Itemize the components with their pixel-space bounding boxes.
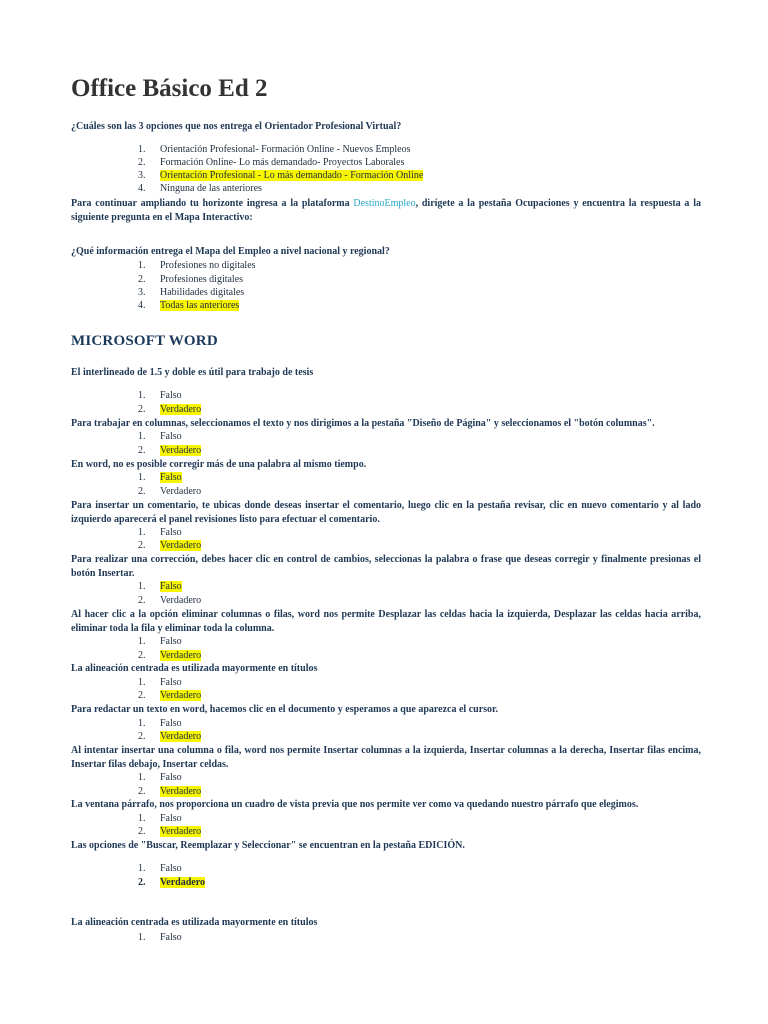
word-question: Al hacer clic a la opción eliminar columnas o filas, word nos permite Desplazar las celdas hacia la izquierda, Desplazar las celdas hacia arriba, eliminar toda la fila y eliminar toda la columna.: [71, 609, 701, 634]
item-text: Falso: [160, 772, 182, 783]
item-number: 1.: [138, 260, 146, 271]
list-item: [138, 389, 182, 403]
item-number: 1.: [138, 581, 146, 592]
item-number: 4.: [138, 183, 146, 194]
question-1: ¿Cuáles son las 3 opciones que nos entrega el Orientador Profesional Virtual?: [71, 121, 402, 132]
paragraph-text: Para continuar ampliando tu horizonte ingresa a la plataforma: [71, 198, 354, 209]
item-text: Falso: [160, 718, 182, 729]
list-item: [138, 169, 423, 183]
highlighted-answer: Verdadero: [160, 690, 202, 701]
list-item: [138, 812, 182, 826]
list-item: [138, 471, 182, 485]
item-text: Verdadero: [160, 595, 202, 606]
item-number: 1.: [138, 144, 146, 155]
list-item: [138, 430, 182, 444]
highlighted-answer: Verdadero: [160, 877, 205, 888]
highlighted-answer: Todas las anteriores: [160, 300, 240, 311]
list-item: [138, 689, 201, 703]
list-item: [138, 635, 182, 649]
highlighted-answer: Verdadero: [160, 786, 202, 797]
list-item: [138, 273, 243, 287]
list-item: [138, 676, 182, 690]
highlighted-answer: Verdadero: [160, 826, 202, 837]
list-item: [138, 862, 182, 876]
item-text: Orientación Profesional- Formación Online - Nuevos Empleos: [160, 144, 411, 155]
word-question: Para trabajar en columnas, seleccionamos el texto y nos dirigimos a la pestaña "Diseño de Página" y seleccionamos el "botón columnas".: [71, 418, 655, 429]
item-text: Formación Online- Lo más demandado- Proyectos Laborales: [160, 157, 405, 168]
item-number: 2.: [138, 877, 146, 888]
list-item: [138, 299, 239, 313]
list-item: [138, 931, 182, 945]
item-number: 1.: [138, 813, 146, 824]
item-text: Verdadero: [160, 486, 202, 497]
item-number: 1.: [138, 772, 146, 783]
list-item: [138, 730, 201, 744]
item-number: 2.: [138, 690, 146, 701]
item-number: 2.: [138, 786, 146, 797]
word-question: En word, no es posible corregir más de una palabra al mismo tiempo.: [71, 459, 367, 470]
item-text: Falso: [160, 527, 182, 538]
word-question: Al intentar insertar una columna o fila, word nos permite Insertar columnas a la izquierda, Insertar columnas a la derecha, Insertar filas encima, Insertar filas debajo, Insertar celdas.: [71, 745, 701, 770]
item-text: Falso: [160, 636, 182, 647]
item-number: 2.: [138, 540, 146, 551]
list-item: [138, 526, 182, 540]
highlighted-answer: Falso: [160, 581, 182, 592]
list-item: [138, 539, 201, 553]
list-item: [138, 771, 182, 785]
item-text: Habilidades digitales: [160, 287, 245, 298]
item-number: 2.: [138, 826, 146, 837]
word-question: La alineación centrada es utilizada mayormente en títulos: [71, 917, 318, 928]
item-number: 2.: [138, 445, 146, 456]
item-text: Falso: [160, 932, 182, 943]
item-number: 1.: [138, 677, 146, 688]
item-text: Ninguna de las anteriores: [160, 183, 262, 194]
section-heading: MICROSOFT WORD: [71, 333, 218, 349]
list-item: [138, 259, 256, 273]
item-number: 1.: [138, 472, 146, 483]
item-text: Profesiones digitales: [160, 274, 244, 285]
item-text: Falso: [160, 431, 182, 442]
word-question: El interlineado de 1.5 y doble es útil para trabajo de tesis: [71, 367, 314, 378]
word-question: La alineación centrada es utilizada mayormente en títulos: [71, 663, 318, 674]
list-item: [138, 717, 182, 731]
list-item: [138, 876, 205, 890]
highlighted-answer: Falso: [160, 472, 182, 483]
list-item: [138, 594, 201, 608]
list-item: [138, 156, 404, 170]
list-item: [138, 286, 244, 300]
word-question: Para redactar un texto en word, hacemos clic en el documento y esperamos a que aparezca el cursor.: [71, 704, 499, 715]
item-number: 2.: [138, 595, 146, 606]
word-question: Para realizar una corrección, debes hacer clic en control de cambios, seleccionas la palabra o frase que deseas corregir y finalmente presionas el botón Insertar.: [71, 554, 701, 579]
item-number: 2.: [138, 404, 146, 415]
item-number: 2.: [138, 650, 146, 661]
list-item: [138, 825, 201, 839]
item-number: 1.: [138, 718, 146, 729]
list-item: [138, 444, 201, 458]
item-text: Profesiones no digitales: [160, 260, 256, 271]
item-number: 2.: [138, 731, 146, 742]
item-number: 4.: [138, 300, 146, 311]
highlighted-answer: Verdadero: [160, 404, 202, 415]
item-text: Falso: [160, 863, 182, 874]
page-title: Office Básico Ed 2: [71, 75, 268, 102]
list-item: [138, 580, 182, 594]
list-item: [138, 649, 201, 663]
instruction-paragraph: [71, 197, 701, 224]
item-text: Falso: [160, 813, 182, 824]
list-item: [138, 485, 201, 499]
list-item: [138, 403, 201, 417]
item-number: 1.: [138, 527, 146, 538]
item-number: 3.: [138, 170, 146, 181]
item-number: 1.: [138, 863, 146, 874]
word-question: Las opciones de "Buscar, Reemplazar y Seleccionar" se encuentran en la pestaña EDICIÓN.: [71, 840, 465, 851]
item-text: Falso: [160, 390, 182, 401]
word-question: Para insertar un comentario, te ubicas donde deseas insertar el comentario, luego clic en la pestaña revisar, clic en nuevo comentario y al lado izquierdo aparecerá el panel revisiones listo para efectuar el comentario.: [71, 500, 701, 525]
question-2: ¿Qué información entrega el Mapa del Empleo a nivel nacional y regional?: [71, 246, 390, 257]
item-number: 2.: [138, 274, 146, 285]
highlighted-answer: Orientación Profesional - Lo más demandado - Formación Online: [160, 170, 424, 181]
item-number: 2.: [138, 157, 146, 168]
item-number: 1.: [138, 636, 146, 647]
highlighted-answer: Verdadero: [160, 731, 202, 742]
item-number: 1.: [138, 431, 146, 442]
item-number: 1.: [138, 932, 146, 943]
highlighted-answer: Verdadero: [160, 540, 202, 551]
item-number: 2.: [138, 486, 146, 497]
paragraph-text: , dirígete a la pestaña Ocupaciones y encuentra la respuesta a la siguiente pregunta en el Mapa Interactivo:: [71, 198, 701, 223]
word-question: La ventana párrafo, nos proporciona un cuadro de vista previa que nos permite ver como va quedando nuestro párrafo que elegimos.: [71, 799, 639, 810]
highlighted-answer: Verdadero: [160, 445, 202, 456]
item-text: Falso: [160, 677, 182, 688]
highlighted-answer: Verdadero: [160, 650, 202, 661]
list-item: [138, 785, 201, 799]
list-item: [138, 143, 411, 157]
item-number: 3.: [138, 287, 146, 298]
item-number: 1.: [138, 390, 146, 401]
destino-empleo-link[interactable]: DestinoEmpleo: [353, 198, 416, 209]
list-item: [138, 182, 262, 196]
